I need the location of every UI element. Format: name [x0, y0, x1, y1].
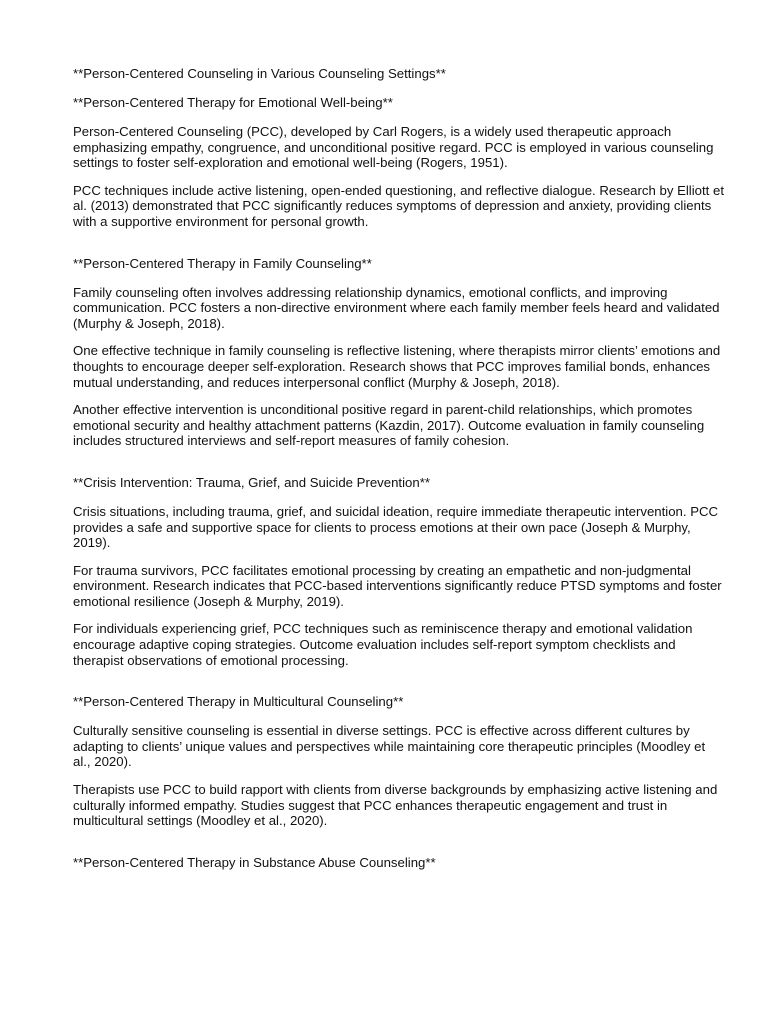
paragraph: Culturally sensitive counseling is essential in diverse settings. PCC is effective across different cultures by adapting to clients’ unique values and perspectives while maintaining core therapeutic principles (Moodley et al., 2020). — [73, 723, 706, 770]
section-emotional-well-being — [73, 95, 725, 230]
document-page — [73, 66, 725, 871]
paragraph: Crisis situations, including trauma, grief, and suicidal ideation, require immediate therapeutic intervention. PCC provides a safe and supportive space for clients to process emotions at their own pace (Joseph & Murphy, 2019). — [73, 503, 719, 551]
paragraph: Another effective intervention is unconditional positive regard in parent-child relationships, which promotes emotional security and healthy attachment patterns (Kazdin, 2017). Outcome evaluation in family counseling includes structured interviews and self-report measures of family cohesion. — [73, 402, 705, 449]
section-heading: **Person-Centered Therapy in Substance Abuse Counseling** — [73, 854, 436, 870]
section-multicultural-counseling — [73, 694, 725, 829]
section-heading: **Person-Centered Therapy in Multicultural Counseling** — [73, 694, 404, 710]
section-crisis-intervention — [73, 475, 725, 668]
paragraph: For trauma survivors, PCC facilitates emotional processing by creating an empathetic and non-judgmental environment. Research indicates that PCC-based interventions significantly reduce PTSD symptoms and foster emotional resilience (Joseph & Murphy, 2019). — [73, 562, 722, 609]
paragraph: PCC techniques include active listening, open-ended questioning, and reflective dialogue. Research by Elliott et al. (2013) demonstrated that PCC significantly reduces symptoms of depression and anxiety, providing clients with a supportive environment for personal growth. — [73, 182, 724, 229]
document-title: **Person-Centered Counseling in Various Counseling Settings** — [73, 66, 446, 81]
section-family-counseling — [73, 256, 725, 449]
section-substance-abuse-counseling — [73, 855, 725, 871]
paragraph: One effective technique in family counseling is reflective listening, where therapists mirror clients’ emotions and thoughts to encourage deeper self-exploration. Research shows that PCC improves familial bonds, enhances mutual understanding, and reduces interpersonal conflict (Murphy & Joseph, 2018). — [73, 343, 721, 390]
paragraph: Therapists use PCC to build rapport with clients from diverse backgrounds by emphasizing active listening and culturally informed empathy. Studies suggest that PCC enhances therapeutic engagement and trust in multicultural settings (Moodley et al., 2020). — [73, 782, 718, 829]
paragraph: For individuals experiencing grief, PCC techniques such as reminiscence therapy and emotional validation encourage adaptive coping strategies. Outcome evaluation includes self-report symptom checklists and therapist observations of emotional processing. — [73, 621, 693, 668]
paragraph: Person-Centered Counseling (PCC), developed by Carl Rogers, is a widely used therapeutic approach emphasizing empathy, congruence, and unconditional positive regard. PCC is employed in various counseling settings to foster self-exploration and emotional well-being (Rogers, 1951). — [73, 124, 714, 171]
section-heading: **Crisis Intervention: Trauma, Grief, and Suicide Prevention** — [73, 474, 430, 490]
section-heading: **Person-Centered Therapy for Emotional Well-being** — [73, 95, 393, 110]
paragraph: Family counseling often involves addressing relationship dynamics, emotional conflicts, and improving communication. PCC fosters a non-directive environment where each family member feels heard and validated (Murphy & Joseph, 2018). — [73, 284, 720, 331]
section-heading: **Person-Centered Therapy in Family Counseling** — [73, 255, 372, 271]
